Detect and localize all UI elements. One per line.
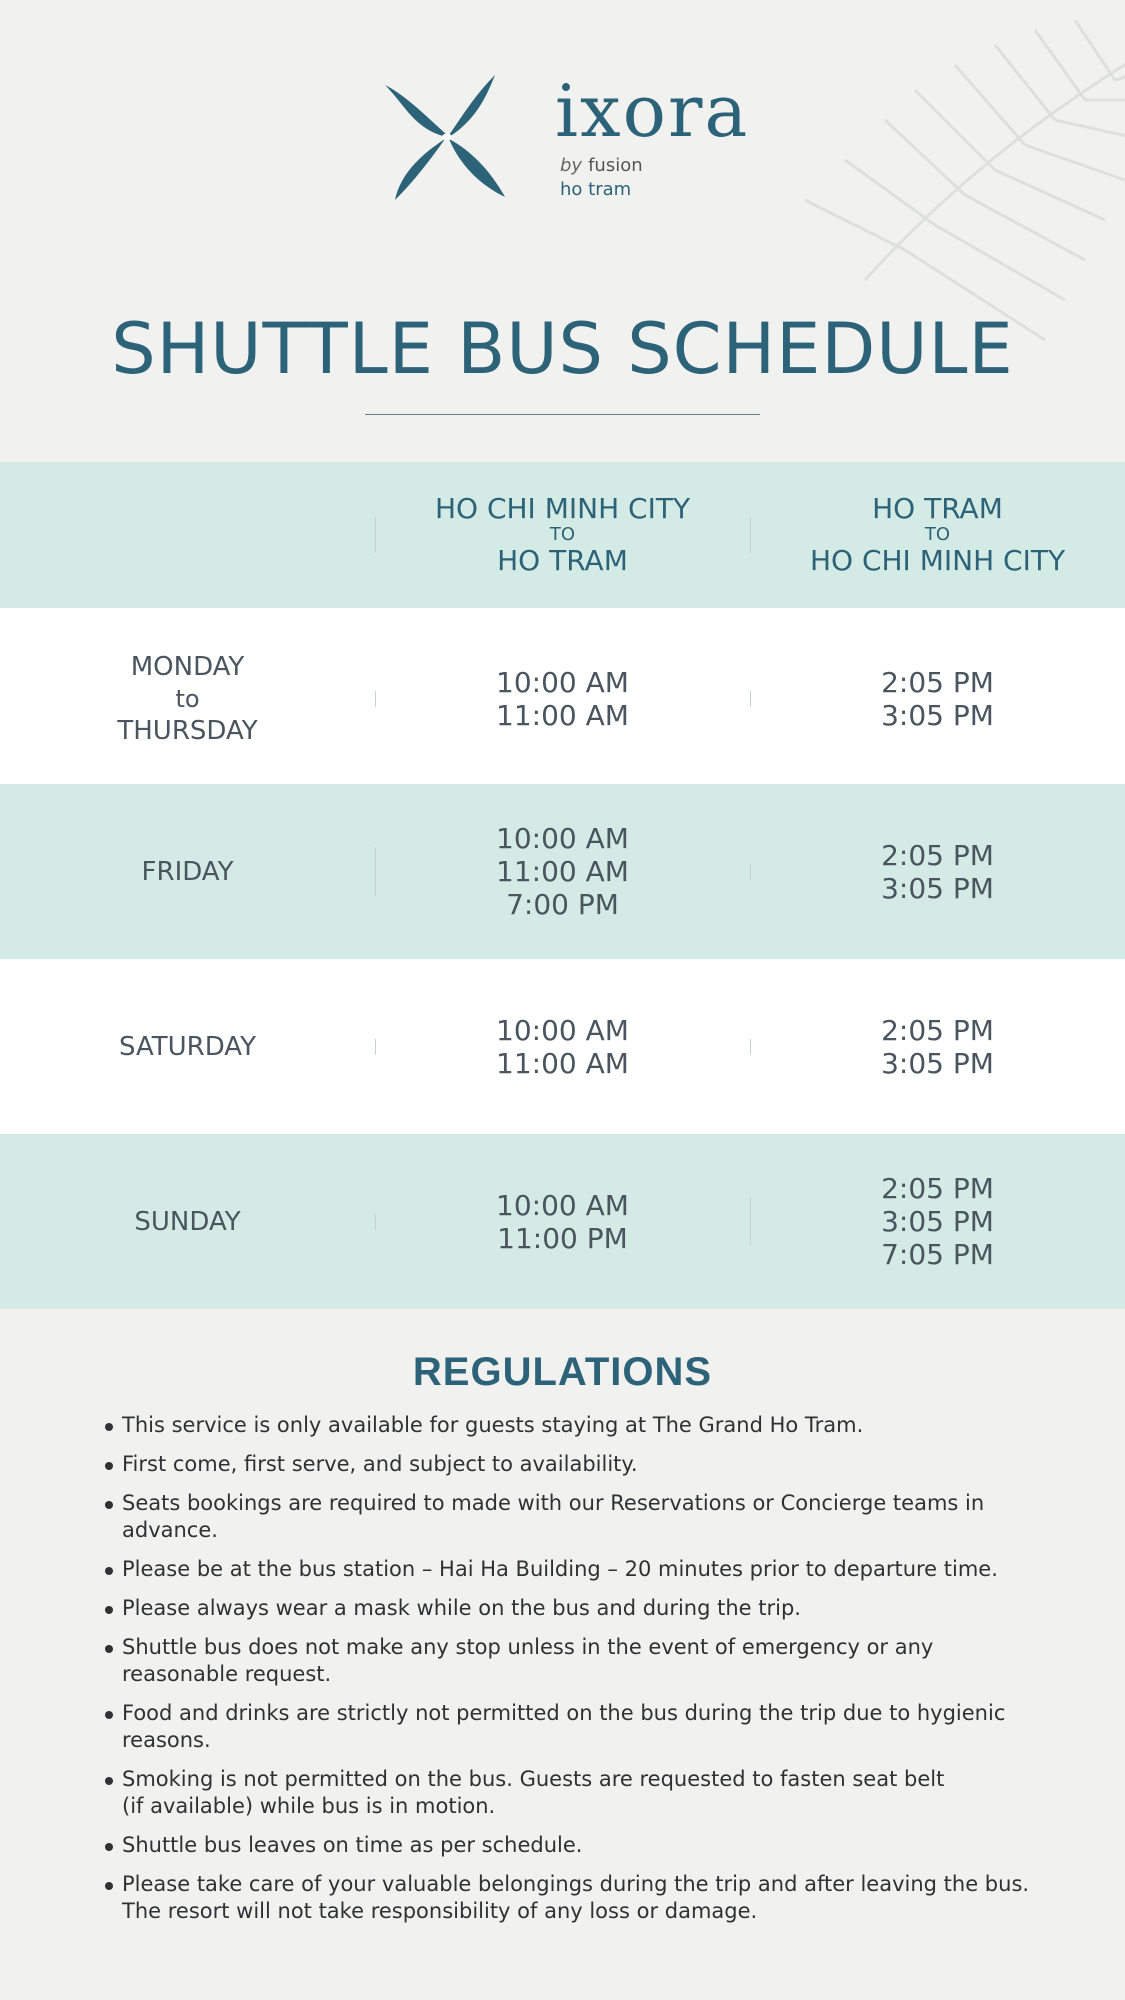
day-label: to: [175, 685, 200, 713]
table-row: [0, 1134, 1125, 1309]
regulation-text: First come, first serve, and subject to availability.: [122, 1452, 638, 1476]
departure-time: 2:05 PM: [881, 666, 994, 699]
times-cell: [375, 822, 750, 921]
list-item: [103, 1634, 1063, 1688]
table-row: [0, 614, 1125, 784]
day-label: SATURDAY: [119, 1031, 256, 1062]
day-cell: [0, 856, 375, 888]
ixora-logo: [385, 69, 750, 205]
header-to: TO: [549, 524, 576, 545]
departure-time: 10:00 AM: [496, 1188, 629, 1222]
column-divider: [750, 517, 751, 553]
list-item: [103, 1451, 1063, 1478]
column-divider: [375, 1214, 376, 1230]
table-row: [0, 959, 1125, 1134]
regulation-text: This service is only available for guests staying at The Grand Ho Tram.: [122, 1413, 864, 1437]
day-label: MONDAY: [130, 652, 245, 682]
times-cell: [375, 666, 750, 732]
regulation-text: Food and drinks are strictly not permitted on the bus during the trip due to hygienic reasons.: [122, 1701, 1006, 1752]
table-header-row: [0, 462, 1125, 608]
day-label: FRIDAY: [141, 856, 234, 887]
column-divider: [375, 1039, 376, 1055]
departure-time: 10:00 AM: [496, 1013, 629, 1047]
header-from: HO TRAM: [872, 492, 1003, 525]
departure-time: 3:05 PM: [881, 871, 994, 905]
list-item: [103, 1766, 1063, 1820]
day-cell: [0, 1031, 375, 1063]
regulation-text: Please be at the bus station – Hai Ha Building – 20 minutes prior to departure time.: [122, 1557, 998, 1581]
departure-time: 3:05 PM: [881, 1205, 994, 1238]
header-ht-to-hcm: [750, 492, 1125, 578]
list-item: [103, 1490, 1063, 1544]
departure-time: 3:05 PM: [881, 1046, 994, 1080]
regulation-text: Please always wear a mask while on the bus and during the trip.: [122, 1596, 801, 1620]
regulations-title: REGULATIONS: [412, 1350, 713, 1394]
regulations-list: [103, 1412, 1063, 1937]
times-cell: [375, 1189, 750, 1255]
list-item: [103, 1556, 1063, 1583]
header-from: HO CHI MINH CITY: [434, 492, 691, 525]
day-label: THURSDAY: [117, 716, 258, 746]
brand-place: ho tram: [560, 179, 632, 200]
times-cell: [750, 666, 1125, 732]
day-label: SUNDAY: [134, 1206, 241, 1237]
departure-time: 2:05 PM: [881, 1013, 994, 1047]
regulation-text: Smoking is not permitted on the bus. Guests are requested to fasten seat belt (if available) while bus is in motion.: [122, 1767, 945, 1818]
regulation-text: Seats bookings are required to made with our Reservations or Concierge teams in advance.: [122, 1491, 985, 1542]
column-divider: [750, 1039, 751, 1055]
page-title: SHUTTLE BUS SCHEDULE: [111, 308, 1014, 390]
brand-byline: [560, 155, 643, 176]
times-cell: [750, 1014, 1125, 1080]
list-item: [103, 1412, 1063, 1439]
departure-time: 11:00 AM: [496, 699, 629, 732]
departure-time: 10:00 AM: [496, 822, 629, 855]
brand-parent: fusion: [588, 155, 643, 176]
schedule-table: [0, 462, 1125, 1309]
by-label: by: [560, 155, 583, 176]
day-cell: [0, 651, 375, 747]
column-divider: [750, 691, 751, 707]
departure-time: 2:05 PM: [881, 838, 994, 872]
departure-time: 7:00 PM: [506, 888, 619, 921]
times-cell: [750, 839, 1125, 905]
departure-time: 11:00 AM: [496, 855, 629, 888]
brand-wordmark: ixora: [555, 69, 750, 153]
list-item: [103, 1871, 1063, 1925]
header-dest: HO CHI MINH CITY: [809, 544, 1066, 577]
departure-time: 10:00 AM: [496, 666, 629, 699]
departure-time: 3:05 PM: [881, 699, 994, 732]
regulation-text: Shuttle bus leaves on time as per schedule.: [122, 1833, 583, 1857]
departure-time: 2:05 PM: [881, 1172, 994, 1205]
departure-time: 7:05 PM: [881, 1238, 994, 1271]
column-divider: [375, 691, 376, 707]
regulation-text: Shuttle bus does not make any stop unless in the event of emergency or any reasonable request.: [122, 1635, 934, 1686]
regulation-text: Please take care of your valuable belongings during the trip and after leaving the bus. The resort will not take responsibility of any loss or damage.: [122, 1872, 1030, 1923]
header-to: TO: [924, 524, 951, 545]
list-item: [103, 1700, 1063, 1754]
times-cell: [375, 1014, 750, 1080]
list-item: [103, 1595, 1063, 1622]
table-row: [0, 784, 1125, 959]
four-petal-flower-icon: [385, 75, 510, 200]
column-divider: [750, 1197, 751, 1246]
title-divider: [365, 414, 760, 415]
column-divider: [375, 517, 376, 553]
header-hcm-to-ht: [375, 492, 750, 578]
header-dest: HO TRAM: [497, 544, 628, 577]
list-item: [103, 1832, 1063, 1859]
day-cell: [0, 1206, 375, 1238]
departure-time: 11:00 PM: [497, 1221, 628, 1255]
column-divider: [750, 864, 751, 880]
departure-time: 11:00 AM: [496, 1046, 629, 1080]
column-divider: [375, 847, 376, 896]
times-cell: [750, 1172, 1125, 1271]
